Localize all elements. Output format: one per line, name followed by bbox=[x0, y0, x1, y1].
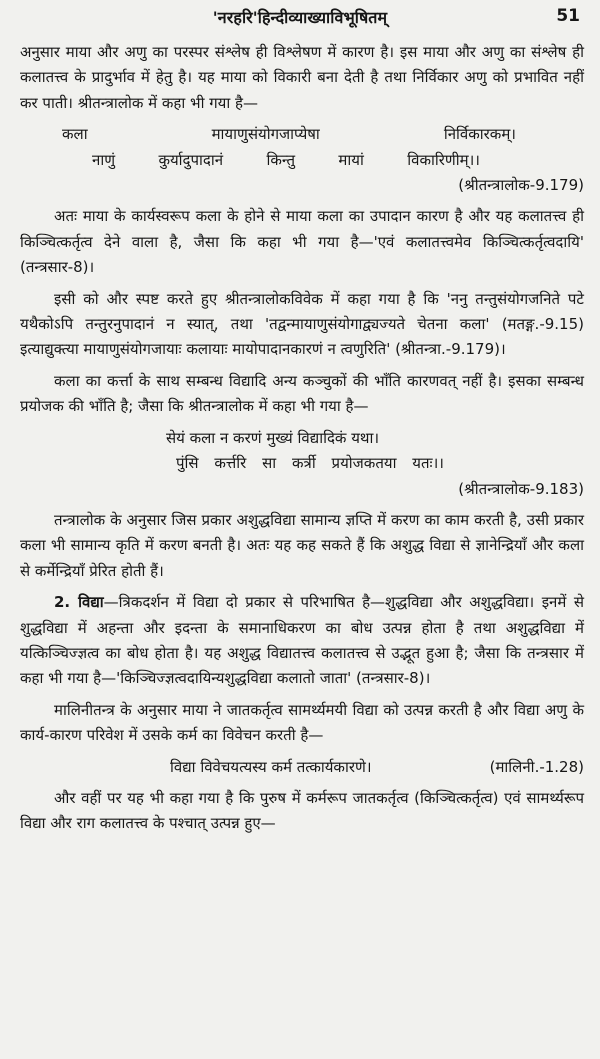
paragraph-text: —त्रिकदर्शन में विद्या दो प्रकार से परिभाषित है—शुद्धविद्या और अशुद्धविद्या। इनमें से शुद्धविद्या में अहन्ता और इदन्ता के समानाधिकरण का बोध उत्पन्न होता है तथा अशुद्धविद्या में यत्किञ्चिज्ज्ञत्व का बोध होता है। यह अशुद्ध विद्यातत्त्व कलातत्त्व से उद्भूत हुआ है; जैसा कि तन्त्रसार में कहा भी गया है—'किञ्चिज्ज्ञत्वदायिन्यशुद्धविद्या कलातो जाता' (तन्त्रसार-8)। bbox=[20, 593, 584, 688]
verse-word: मायां bbox=[338, 150, 364, 169]
citation: (श्रीतन्त्रालोक-9.183) bbox=[458, 479, 584, 498]
verse-word: कर्त्तरि bbox=[214, 454, 247, 473]
paragraph: अतः माया के कार्यस्वरूप कला के होने से माया कला का उपादान कारण है और यह कलातत्त्व ही किञ्चित्कर्तृत्व देने वाला है, जैसा कि कहा भी गया है—'एवं कलातत्त्वमेव किञ्चित्कर्तृत्वदायि' (तन्त्रसार-8)। bbox=[20, 207, 584, 277]
verse-line bbox=[20, 451, 584, 476]
paragraph: तन्त्रालोक के अनुसार जिस प्रकार अशुद्धविद्या सामान्य ज्ञप्ति में करण का काम करती है, उसी प्रकार कला भी सामान्य कृति में करण बनती है। अतः यह कह सकते हैं कि अशुद्ध विद्या से ज्ञानेन्द्रियाँ और कला से कर्मेन्द्रियाँ प्रेरित होती हैं। bbox=[20, 510, 584, 580]
body-text bbox=[20, 40, 584, 843]
verse-word: किन्तु bbox=[266, 150, 296, 169]
section-heading: 2. विद्या bbox=[54, 593, 104, 612]
page-number: 51 bbox=[556, 6, 580, 26]
verse-line bbox=[20, 755, 584, 780]
verse-word: प्रयोजकतया bbox=[331, 454, 397, 473]
verse-word: मायाणुसंयोगजाप्येषा bbox=[211, 125, 320, 144]
paragraph: कला का कर्त्ता के साथ सम्बन्ध विद्यादि अन्य कञ्चुकों की भाँति कारणवत् नहीं है। इसका सम्बन्ध प्रयोजक की भाँति है; जैसा कि श्रीतन्त्रालोक में कहा भी गया है— bbox=[20, 371, 584, 416]
verse-word: पुंसि bbox=[176, 454, 199, 473]
paragraph: और वहीं पर यह भी कहा गया है कि पुरुष में कर्मरूप जातकर्तृत्व (किञ्चित्कर्तृत्व) एवं सामर्थ्यरूप विद्या और राग कलातत्त्व के पश्चात् उत्पन्न हुए— bbox=[20, 788, 584, 833]
verse-word: यतः।। bbox=[412, 454, 444, 473]
paragraph: मालिनीतन्त्र के अनुसार माया ने जातकर्तृत्व सामर्थ्यमयी विद्या को उत्पन्न करती है और विद्या अणु के कार्य-कारण परिवेश में उसके कर्म का विवेचन करती है— bbox=[20, 700, 584, 745]
verse-word: कर्त्री bbox=[292, 454, 316, 473]
verse-word: निर्विकारकम्। bbox=[443, 125, 516, 144]
paragraph: इसी को और स्पष्ट करते हुए श्रीतन्त्रालोकविवेक में कहा गया है कि 'ननु तन्तुसंयोगजनिते पटे यथैकोऽपि तन्तुरनुपादानं न स्यात्, तथा 'तद्वन्मायाणुसंयोगाद्व्यज्यते चेतना कला' (मतङ्ग.-9.15) इत्याद्युक्त्या मायाणुसंयोगजायाः कलायाः मायोपादानकारणं न त्वणुरिति' (श्रीतन्त्रा.-9.179)। bbox=[20, 289, 584, 359]
paragraph bbox=[20, 590, 584, 692]
verse-word: नाणुं bbox=[92, 150, 116, 169]
verse-word: कुर्यादुपादानं bbox=[158, 150, 224, 169]
verse-line bbox=[20, 426, 584, 451]
verse-text: सेयं कला न करणं मुख्यं विद्यादिकं यथा। bbox=[166, 428, 380, 447]
page-header bbox=[0, 6, 600, 32]
verse-line bbox=[20, 122, 584, 147]
verse-word: विकारिणीम्।। bbox=[407, 150, 480, 169]
paragraph: अनुसार माया और अणु का परस्पर संश्लेष ही विश्लेषण में कारण है। इस माया और अणु का संश्लेष ही कलातत्त्व के प्रादुर्भाव में हेतु है। यह माया को विकारी बना देती है तथा निर्विकार अणु को प्रभावित नहीं कर पाती। श्रीतन्त्रालोक में कहा भी गया है— bbox=[20, 43, 584, 112]
verse-word: कला bbox=[62, 125, 88, 144]
verse-word: सा bbox=[262, 454, 277, 473]
citation: (मालिनी.-1.28) bbox=[489, 757, 584, 776]
citation: (श्रीतन्त्रालोक-9.179) bbox=[458, 176, 584, 195]
verse-text: विद्या विवेचयत्यस्य कर्म तत्कार्यकारणे। bbox=[170, 757, 372, 776]
running-title: 'नरहरि'हिन्दीव्याख्याविभूषितम् bbox=[212, 8, 388, 27]
verse-line bbox=[20, 148, 584, 173]
